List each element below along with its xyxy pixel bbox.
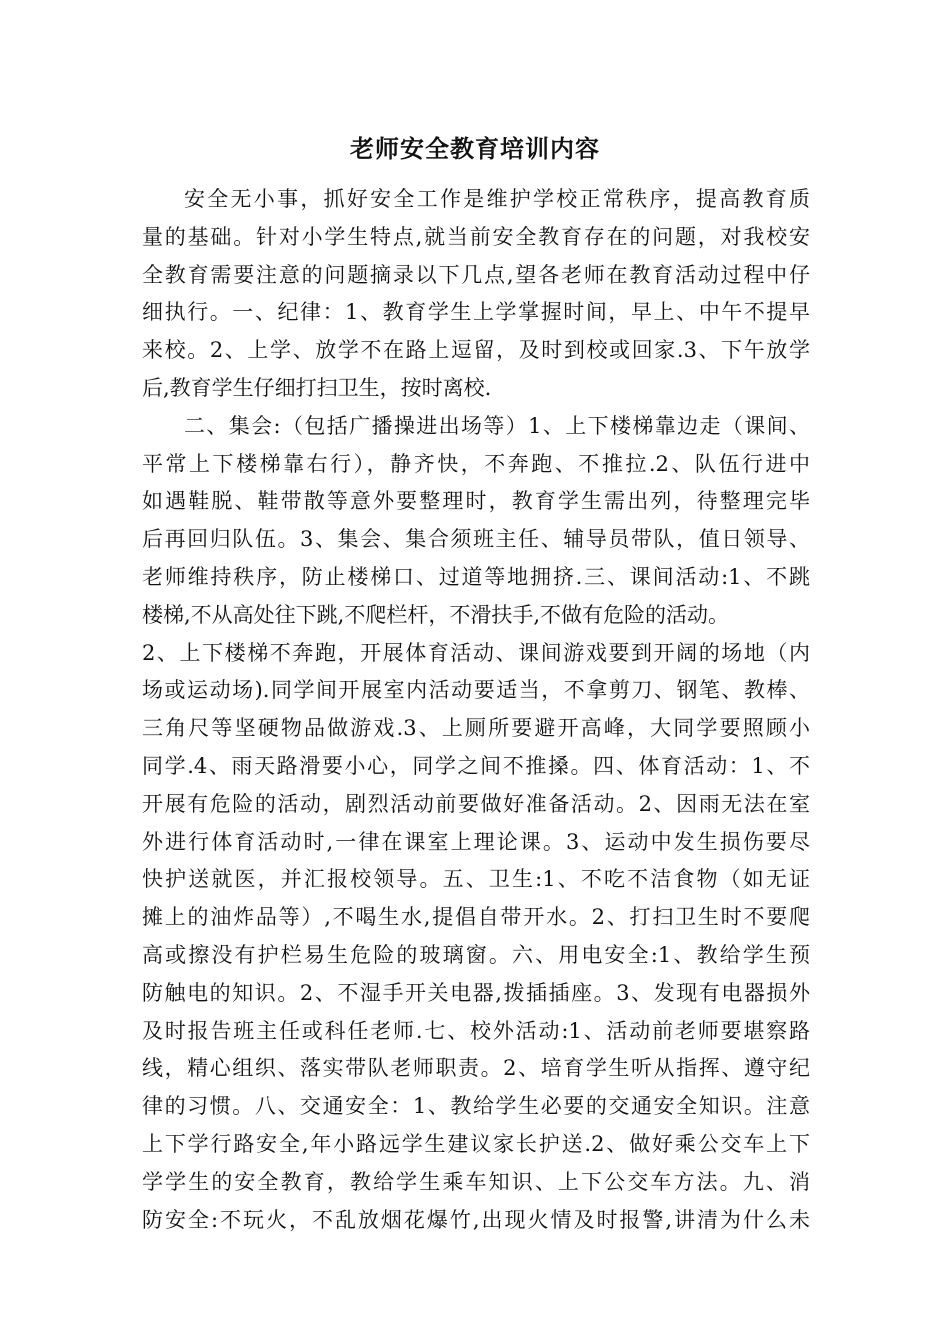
body-line: 防安全:不玩火，不乱放烟花爆竹,出现火情及时报警,讲清为什么未 [142,1207,810,1232]
body-line: 老师维持秩序，防止楼梯口、过道等地拥挤.三、课间活动:1、不跳 [142,564,810,589]
body-line: 楼梯,不从高处往下跳,不爬栏杆，不滑扶手,不做有危险的活动。 [142,602,730,627]
body-line: 后再回归队伍。3、集会、集合须班主任、辅导员带队，值日领导、 [142,527,810,552]
body-line: 2、上下楼梯不奔跑，开展体育活动、课间游戏要到开阔的场地（内 [142,640,810,665]
body-line: 同学.4、雨天路滑要小心，同学之间不推搡。四、体育活动：1、不 [142,753,810,778]
body-line: 平常上下楼梯靠右行），静齐快，不奔跑、不推拉.2、队伍行进中 [142,451,810,476]
body-line: 全教育需要注意的问题摘录以下几点,望各老师在教育活动过程中仔 [142,262,810,287]
body-line: 外进行体育活动时,一律在课室上理论课。3、运动中发生损伤要尽 [142,829,810,854]
body-line: 快护送就医，并汇报校领导。五、卫生:1、不吃不洁食物（如无证 [142,867,810,892]
body-line: 及时报告班主任或科任老师.七、校外活动:1、活动前老师要堪察路 [142,1018,810,1043]
document-title: 老师安全教育培训内容 [350,134,600,163]
body-line: 三角尺等坚硬物品做游戏.3、上厕所要避开高峰，大同学要照顾小 [142,716,810,741]
body-line: 上下学行路安全,年小路远学生建议家长护送.2、做好乘公交车上下 [142,1131,810,1156]
body-line: 量的基础。针对小学生特点,就当前安全教育存在的问题，对我校安 [142,224,810,249]
body-line: 摊上的油炸品等）,不喝生水,提倡自带开水。2、打扫卫生时不要爬 [142,905,810,930]
body-line: 防触电的知识。2、不湿手开关电器,拨插插座。3、发现有电器损外 [142,980,810,1005]
body-line: 开展有危险的活动，剧烈活动前要做好准备活动。2、因雨无法在室 [142,791,810,816]
body-line: 如遇鞋脱、鞋带散等意外要整理时，教育学生需出列，待整理完毕 [142,489,810,514]
body-line: 后,教育学生仔细打扫卫生，按时离校. [142,375,492,400]
body-line: 安全无小事，抓好安全工作是维护学校正常秩序，提高教育质 [184,187,810,211]
body-line: 二、集会:（包括广播操进出场等）1、上下楼梯靠边走（课间、 [184,413,810,438]
body-line: 线，精心组织、落实带队老师职责。2、培育学生听从指挥、遵守纪 [142,1056,810,1081]
body-line: 场或运动场).同学间开展室内活动要适当，不拿剪刀、钢笔、教棒、 [142,678,810,703]
body-line: 高或擦没有护栏易生危险的玻璃窗。六、用电安全:1、教给学生预 [142,942,810,967]
body-line: 细执行。一、纪律：1、教育学生上学掌握时间，早上、中午不提早 [142,300,810,325]
body-line: 来校。2、上学、放学不在路上逗留，及时到校或回家.3、下午放学 [142,338,810,363]
document-body [142,181,810,1239]
body-line: 学学生的安全教育，教给学生乘车知识、上下公交车方法。九、消 [142,1169,810,1194]
body-line: 律的习惯。八、交通安全：1、教给学生必要的交通安全知识。注意 [142,1094,810,1119]
